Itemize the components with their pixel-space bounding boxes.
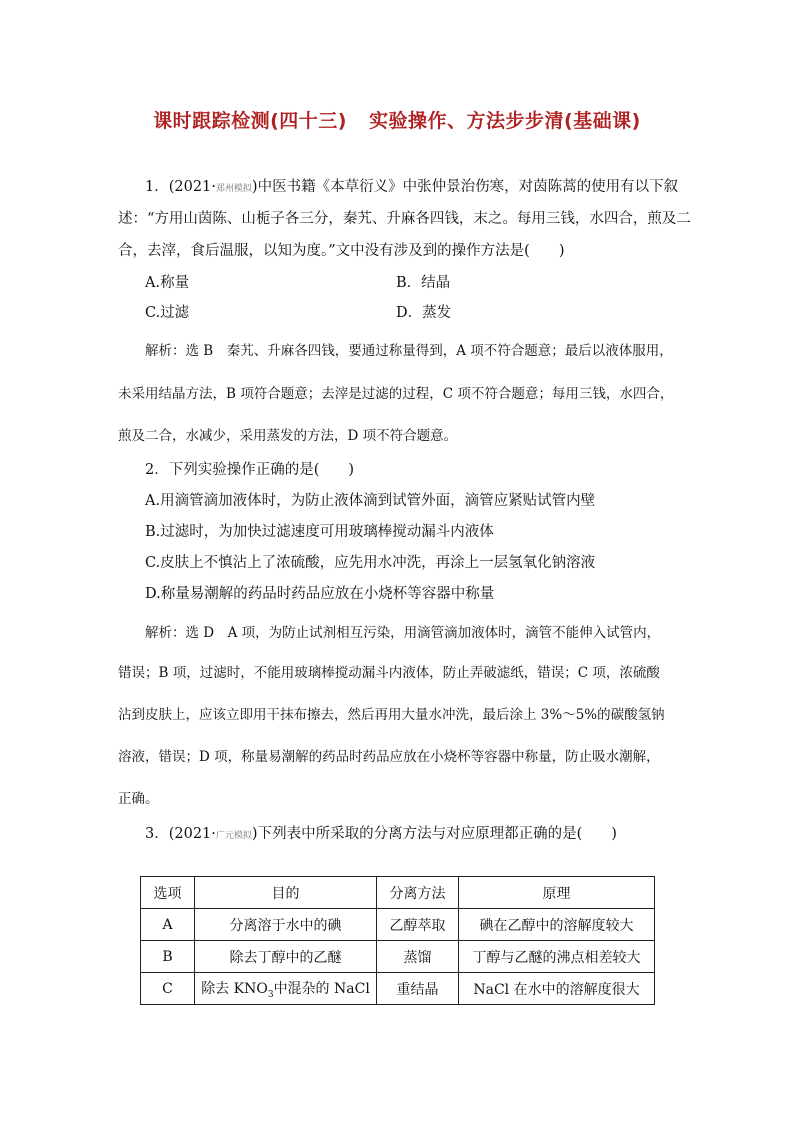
table-cell-method: 蒸馏 (377, 941, 459, 973)
table-cell-goal: 除去丁醇中的乙醚 (195, 941, 377, 973)
table-row (141, 909, 655, 941)
table-cell-principle: 丁醇与乙醚的沸点相差较大 (459, 941, 655, 973)
table-row (141, 973, 655, 1005)
table-row (141, 941, 655, 973)
table-header-row (141, 877, 655, 909)
q2-analysis-line3: 沾到皮肤上，应该立即用干抹布擦去，然后再用大量水冲洗，最后涂上 3%～5%的碳酸氢钠 (118, 707, 665, 723)
table-cell-option: A (141, 909, 195, 941)
q1-stem-line1: 1．(2021·郑州模拟)中医书籍《本草衍义》中张仲景治伤寒，对茵陈蒿的使用有以下叙 (145, 179, 679, 195)
q3-table (140, 876, 655, 1005)
table-cell-method: 乙醇萃取 (377, 909, 459, 941)
q1-option-d: D．蒸发 (396, 305, 452, 321)
q2-analysis-line4: 溶液，错误；D 项，称量易潮解的药品时药品应放在小烧杯等容器中称量，防止吸水潮解， (118, 749, 660, 765)
table-cell-goal: 除去 $KNO_3$中混杂的 NaCl (195, 973, 377, 1005)
table-cell-option: C (141, 973, 195, 1005)
q2-option-c: C.皮肤上不慎沾上了浓硫酸，应先用水冲洗，再涂上一层氢氧化钠溶液 (145, 555, 596, 571)
q3-stem: 3．(2021·广元模拟)下列表中所采取的分离方法与对应原理都正确的是( ) (145, 826, 617, 842)
table-header: 选项 (141, 877, 195, 909)
q1-analysis-line2: 未采用结晶方法，B 项符合题意；去滓是过滤的过程，C 项不符合题意；每用三钱，水四合， (118, 386, 674, 402)
q1-analysis-line1: 解析：选 B 秦艽、升麻各四钱，要通过称量得到，A 项不符合题意；最后以液体服用， (145, 343, 673, 359)
table-header: 分离方法 (377, 877, 459, 909)
q1-option-b: B．结晶 (396, 275, 451, 291)
table-cell-method: 重结晶 (377, 973, 459, 1005)
table-header: 目的 (195, 877, 377, 909)
table-header: 原理 (459, 877, 655, 909)
q2-option-a: A.用滴管滴加液体时，为防止液体滴到试管外面，滴管应紧贴试管内壁 (145, 493, 596, 509)
q2-stem: 2．下列实验操作正确的是( ) (145, 462, 355, 478)
title-sub: 实验操作、方法步步清(基础课) (369, 110, 641, 132)
q3-source-tag: 广元模拟 (215, 831, 252, 841)
q1-option-a: A.称量 (145, 275, 190, 291)
q1-option-c: C.过滤 (145, 305, 190, 321)
table-cell-goal: 分离溶于水中的碘 (195, 909, 377, 941)
q2-option-b: B.过滤时，为加快过滤速度可用玻璃棒搅动漏斗内液体 (145, 524, 494, 540)
q2-analysis-line2: 错误；B 项，过滤时，不能用玻璃棒搅动漏斗内液体，防止弄破滤纸，错误；C 项，浓硫酸 (118, 665, 660, 681)
q1-source-tag: 郑州模拟 (215, 184, 252, 194)
q1-stem-line2: 述：“方用山茵陈、山栀子各三分，秦艽、升麻各四钱，末之。每用三钱，水四合，煎及二 (118, 211, 691, 227)
table-cell-option: B (141, 941, 195, 973)
q2-analysis-line1: 解析：选 D A 项，为防止试剂相互污染，用滴管滴加液体时，滴管不能伸入试管内， (145, 625, 661, 641)
title-main: 课时跟踪检测(四十三) (153, 110, 347, 132)
q1-analysis-line3: 煎及二合，水减少，采用蒸发的方法，D 项不符合题意。 (118, 428, 458, 444)
q1-stem-line3: 合，去滓，食后温服，以知为度。”文中没有涉及到的操作方法是( ) (118, 243, 565, 259)
table-cell-principle: 碘在乙醇中的溶解度较大 (459, 909, 655, 941)
q2-analysis-line5: 正确。 (118, 791, 159, 807)
table-cell-principle: NaCl 在水中的溶解度很大 (459, 973, 655, 1005)
q2-option-d: D.称量易潮解的药品时药品应放在小烧杯等容器中称量 (145, 586, 495, 602)
page-title (0, 106, 794, 133)
